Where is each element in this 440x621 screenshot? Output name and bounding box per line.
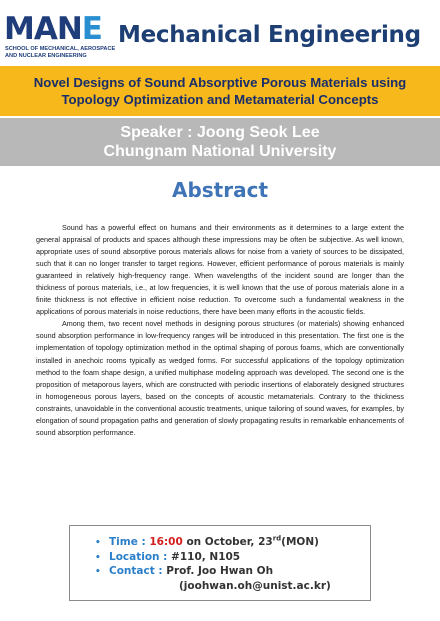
speaker-band xyxy=(0,118,440,166)
location-label: Location : xyxy=(109,550,168,563)
speaker-affiliation: Chungnam National University xyxy=(103,143,337,160)
event-info-list xyxy=(95,536,331,593)
logo-subtitle-line2: AND NUCLEAR ENGINEERING xyxy=(5,52,87,59)
date-suffix: rd xyxy=(272,534,282,543)
event-info-box xyxy=(69,525,371,601)
abstract-paragraph-2: Among them, two recent novel methods in designing porous structures (or materials) showing enhanced sound absorption performance in low-frequency ranges will be introduced in this presentation. The first one is the implementation of topology optimization method in the optimal shaping of porous foams, which are conventionally installed in anechoic rooms typically as wedged forms. For successful applications of the topology optimization method to the foam shape design, a unified multiphase modeling approach was developed. The second one is the proposition of metaporous layers, which are constructed with periodic insertions of elaborately designed structures in homogeneous porous layers, based on the concepts of acoustic metamaterials. Contrary to the thickness constraints, unavoidable in the conventional acoustic treatments, unique tailoring of sound waves, for examples, by elongation of sound propagation paths and generation of slowly propagating results in remarkable enhancements of sound absorption performance. xyxy=(36,319,404,437)
header xyxy=(0,0,440,62)
location-row xyxy=(95,551,331,566)
time-label: Time : xyxy=(109,536,146,548)
bullet-icon: • xyxy=(95,567,101,577)
logo-subtitle-line1: SCHOOL OF MECHANICAL, AEROSPACE xyxy=(5,46,116,52)
talk-title-band xyxy=(0,66,440,116)
abstract-heading: Abstract xyxy=(171,178,269,202)
talk-title-line1: Novel Designs of Sound Absorptive Porous Materials using xyxy=(33,75,407,90)
speaker-name: Speaker : Joong Seok Lee xyxy=(120,124,320,141)
contact-email[interactable]: (joohwan.oh@unist.ac.kr) xyxy=(179,579,331,592)
date-text: on October, 23 xyxy=(186,536,273,548)
date-weekday: (MON) xyxy=(281,536,319,548)
time-row xyxy=(95,536,331,551)
bullet-icon: • xyxy=(95,538,101,548)
mane-logo xyxy=(4,11,116,60)
abstract-paragraph-1: Sound has a powerful effect on humans and their environments as it determines to a large extent the general appraisal of products and spaces although these impressions may be often be subjective. As well known, appropriate uses of sound absorptive porous materials allows for noise from a variety of sources to be dissipated, such that it can no longer transfer to target regions. However, efficient performance of porous materials is mainly guaranteed in relatively high-frequency range. When wavelengths of the incident sound are longer than the thickness of porous materials, i.e., at low frequencies, it is well known that the use of porous materials alone in a finite thickness is not effective in efficient noise reduction. To overcome such a fundamental weakness in the applications of porous materials in noise reductions, there have been many efforts in the acoustic fields. xyxy=(36,223,404,317)
department-title: Mechanical Engineering xyxy=(118,22,421,48)
bullet-icon: • xyxy=(95,552,101,563)
contact-email-row xyxy=(95,580,331,594)
logo-subtitle xyxy=(5,46,115,59)
contact-name: Prof. Joo Hwan Oh xyxy=(166,565,274,577)
location-value: #110, N105 xyxy=(171,550,241,563)
abstract-body xyxy=(36,222,404,439)
contact-row xyxy=(95,565,331,580)
logo-part-e: E xyxy=(81,11,102,47)
logo-part-man: MAN xyxy=(4,11,82,47)
time-value: 16:00 xyxy=(149,536,183,548)
contact-label: Contact : xyxy=(109,565,163,577)
logo-wordmark xyxy=(4,11,102,47)
talk-title-line2: Topology Optimization and Metamaterial Concepts xyxy=(61,92,379,107)
